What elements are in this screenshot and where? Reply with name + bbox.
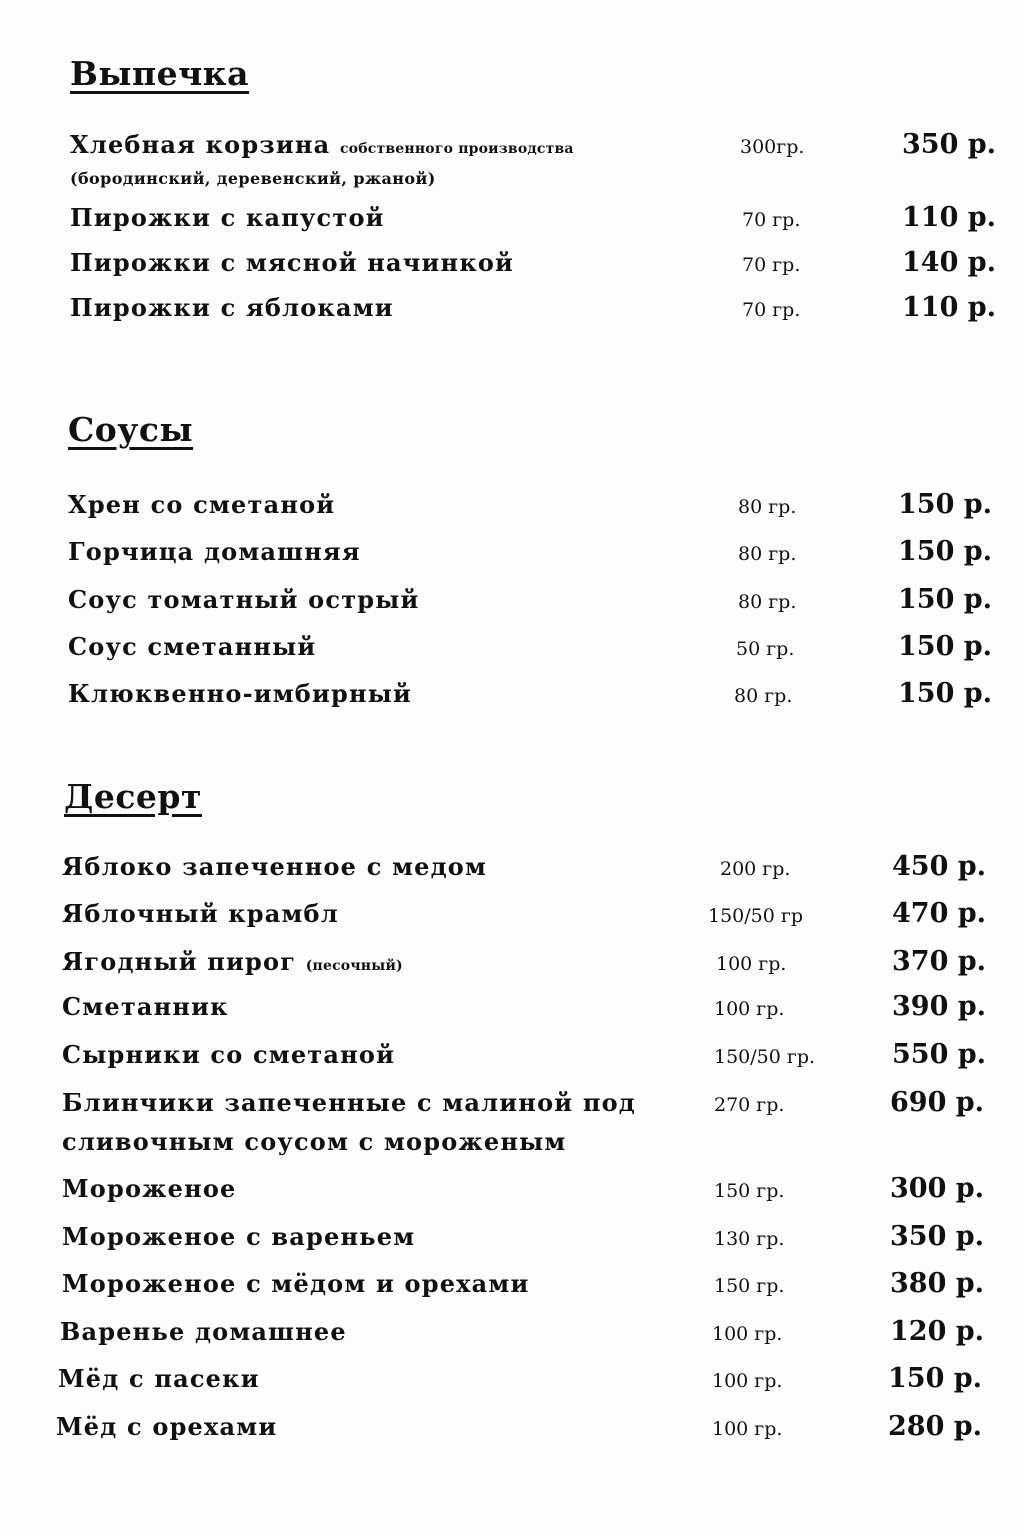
item-name: Мёд с орехами xyxy=(56,1412,278,1441)
item-name: Сметанник xyxy=(62,992,229,1021)
item-name: Мёд с пасеки xyxy=(58,1364,260,1393)
item-name: Мороженое с вареньем xyxy=(62,1222,416,1251)
section-title-sauces: Соусы xyxy=(68,410,194,449)
menu-item xyxy=(62,1268,985,1305)
item-price: 350 р. xyxy=(890,1221,985,1252)
item-weight: 100 гр. xyxy=(714,998,785,1020)
item-name: Ягодный пирог (песочный) xyxy=(62,947,403,976)
item-price: 110 р. xyxy=(902,292,997,323)
item-weight: 100 гр. xyxy=(716,953,787,975)
item-weight: 150/50 гр xyxy=(708,905,803,927)
item-weight: 80 гр. xyxy=(738,591,797,613)
item-name: Соус томатный острый xyxy=(68,585,420,614)
item-name: Хрен со сметаной xyxy=(68,490,336,519)
item-name: Пирожки с мясной начинкой xyxy=(70,248,515,277)
menu-item xyxy=(62,991,987,1028)
item-weight: 300гр. xyxy=(740,136,805,158)
menu-item xyxy=(70,202,997,239)
item-price: 150 р. xyxy=(898,678,993,709)
item-price: 380 р. xyxy=(890,1268,985,1299)
item-name: Клюквенно-имбирный xyxy=(68,679,413,708)
item-note: собственного производства xyxy=(339,141,574,157)
item-name: Горчица домашняя xyxy=(68,537,361,566)
item-weight: 270 гр. xyxy=(714,1094,785,1116)
menu-item xyxy=(68,536,993,573)
menu-item xyxy=(62,946,987,983)
item-name: Соус сметанный xyxy=(68,632,317,661)
item-price: 150 р. xyxy=(898,584,993,615)
menu-item xyxy=(68,631,993,668)
menu-item xyxy=(70,129,997,166)
item-note: (песочный) xyxy=(305,958,403,974)
menu-item xyxy=(62,1039,987,1076)
item-price: 150 р. xyxy=(898,536,993,567)
item-weight: 80 гр. xyxy=(734,685,793,707)
item-name: Мороженое с мёдом и орехами xyxy=(62,1269,530,1298)
item-price: 550 р. xyxy=(892,1039,987,1070)
item-weight: 130 гр. xyxy=(714,1228,785,1250)
section-title-pastry: Выпечка xyxy=(70,54,249,93)
item-name: Пирожки с яблоками xyxy=(70,293,394,322)
item-name: Блинчики запеченные с малиной под xyxy=(62,1088,636,1117)
menu-item xyxy=(62,851,987,888)
item-weight: 100 гр. xyxy=(712,1418,783,1440)
item-price: 300 р. xyxy=(890,1173,985,1204)
menu-item xyxy=(62,1087,985,1124)
item-price: 690 р. xyxy=(890,1087,985,1118)
item-price: 150 р. xyxy=(888,1363,983,1394)
item-price: 150 р. xyxy=(898,631,993,662)
item-price: 110 р. xyxy=(902,202,997,233)
item-weight: 150 гр. xyxy=(714,1180,785,1202)
item-name: Яблоко запеченное с медом xyxy=(62,852,488,881)
item-price: 280 р. xyxy=(888,1411,983,1442)
item-price: 390 р. xyxy=(892,991,987,1022)
item-weight: 50 гр. xyxy=(736,638,795,660)
item-weight: 70 гр. xyxy=(742,299,801,321)
item-price: 370 р. xyxy=(892,946,987,977)
menu-item xyxy=(62,1173,985,1210)
item-name: Мороженое xyxy=(62,1174,237,1203)
menu-item xyxy=(62,898,987,935)
item-weight: 70 гр. xyxy=(742,209,801,231)
item-name: Сырники со сметаной xyxy=(62,1040,396,1069)
item-name: Варенье домашнее xyxy=(60,1317,347,1346)
item-name: Яблочный крамбл xyxy=(62,899,339,928)
menu-item xyxy=(68,584,993,621)
section-title-dessert: Десерт xyxy=(64,777,202,816)
item-weight: 100 гр. xyxy=(712,1323,783,1345)
item-weight: 80 гр. xyxy=(738,496,797,518)
item-price: 470 р. xyxy=(892,898,987,929)
item-weight: 200 гр. xyxy=(720,858,791,880)
menu-item xyxy=(70,247,997,284)
menu-item xyxy=(58,1363,983,1400)
item-price: 140 р. xyxy=(902,247,997,278)
item-weight: 100 гр. xyxy=(712,1370,783,1392)
item-name: Пирожки с капустой xyxy=(70,203,385,232)
item-price: 120 р. xyxy=(890,1316,985,1347)
menu-item xyxy=(60,1316,985,1353)
item-weight: 150 гр. xyxy=(714,1275,785,1297)
menu-item xyxy=(68,678,993,715)
item-price: 450 р. xyxy=(892,851,987,882)
item-name: Хлебная корзина собственного производства xyxy=(70,130,574,159)
item-price: 350 р. xyxy=(902,129,997,160)
item-price: 150 р. xyxy=(898,489,993,520)
item-subline: сливочным соусом с мороженым xyxy=(62,1127,567,1156)
menu-item xyxy=(70,292,997,329)
item-weight: 70 гр. xyxy=(742,254,801,276)
menu-item xyxy=(62,1221,985,1258)
menu-item xyxy=(56,1411,983,1448)
menu-item xyxy=(68,489,993,526)
item-weight: 150/50 гр. xyxy=(714,1046,816,1068)
item-weight: 80 гр. xyxy=(738,543,797,565)
item-subline: (бородинский, деревенский, ржаной) xyxy=(70,169,436,188)
